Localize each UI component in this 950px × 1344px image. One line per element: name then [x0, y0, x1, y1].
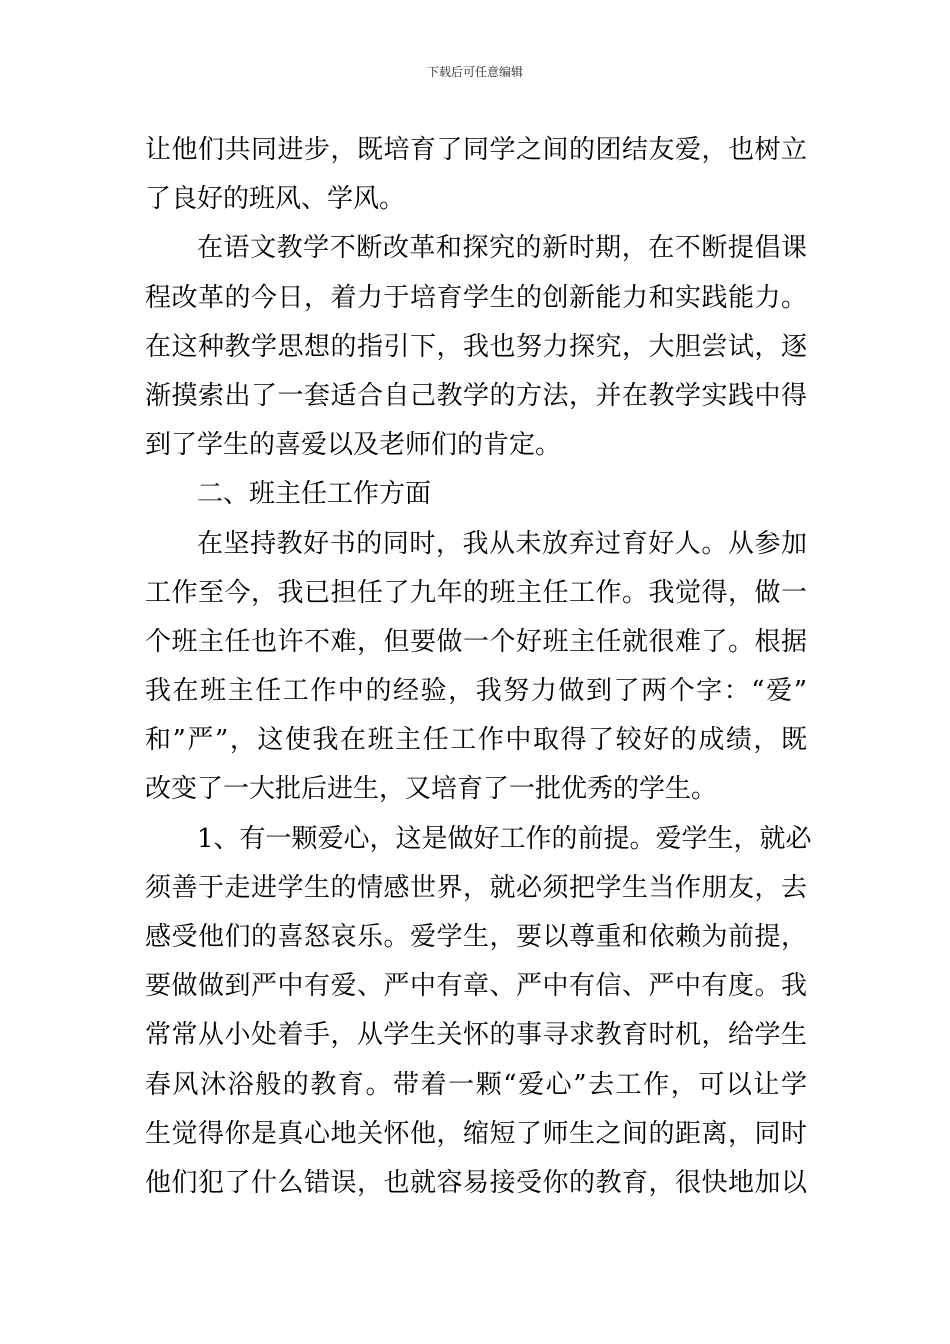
- text-line: 我在班主任工作中的经验，我努力做到了两个字：“爱”: [145, 676, 807, 707]
- text-line: 改变了一大批后进生，又培育了一批优秀的学生。: [145, 774, 718, 805]
- text-line: 1、有一颗爱心，这是做好工作的前提。爱学生，就必: [197, 823, 812, 854]
- text-line: 到了学生的喜爱以及老师们的肯定。: [145, 430, 562, 461]
- text-line: 须善于走进学生的情感世界，就必须把学生当作朋友，去: [145, 872, 807, 903]
- text-line: 了良好的班风、学风。: [145, 184, 406, 215]
- text-line: 在语文教学不断改革和探究的新时期，在不断提倡课: [197, 233, 807, 264]
- text-line: 个班主任也许不难，但要做一个好班主任就很难了。根据: [145, 626, 807, 657]
- text-line: 让他们共同进步，既培育了同学之间的团结友爱，也树立: [145, 135, 807, 165]
- text-line: 要做做到严中有爱、严中有章、严中有信、严中有度。我: [145, 971, 807, 1002]
- page-header-note: 下载后可任意编辑: [426, 65, 523, 79]
- text-line: 程改革的今日，着力于培育学生的创新能力和实践能力。: [145, 282, 807, 313]
- text-line: 常常从小处着手，从学生关怀的事寻求教育时机，给学生: [145, 1020, 807, 1051]
- text-line: 在坚持教好书的同时，我从未放弃过育好人。从参加: [197, 528, 807, 559]
- text-line: 在这种教学思想的指引下，我也努力探究，大胆尝试，逐: [145, 331, 807, 362]
- text-line: 春风沐浴般的教育。带着一颗“爱心”去工作，可以让学: [145, 1069, 807, 1100]
- text-line: 感受他们的喜怒哀乐。爱学生，要以尊重和依赖为前提，: [145, 922, 807, 952]
- text-line: 工作至今，我已担任了九年的班主任工作。我觉得，做一: [145, 577, 807, 608]
- text-line: 他们犯了什么错误，也就容易接受你的教育，很快地加以: [145, 1167, 807, 1198]
- text-line: 生觉得你是真心地关怀他，缩短了师生之间的距离，同时: [145, 1118, 807, 1149]
- text-line: 二、班主任工作方面: [197, 479, 432, 510]
- text-line: 渐摸索出了一套适合自己教学的方法，并在教学实践中得: [145, 380, 807, 411]
- text-line: 和”严”，这使我在班主任工作中取得了较好的成绩，既: [145, 725, 807, 756]
- document-body: [145, 126, 812, 1208]
